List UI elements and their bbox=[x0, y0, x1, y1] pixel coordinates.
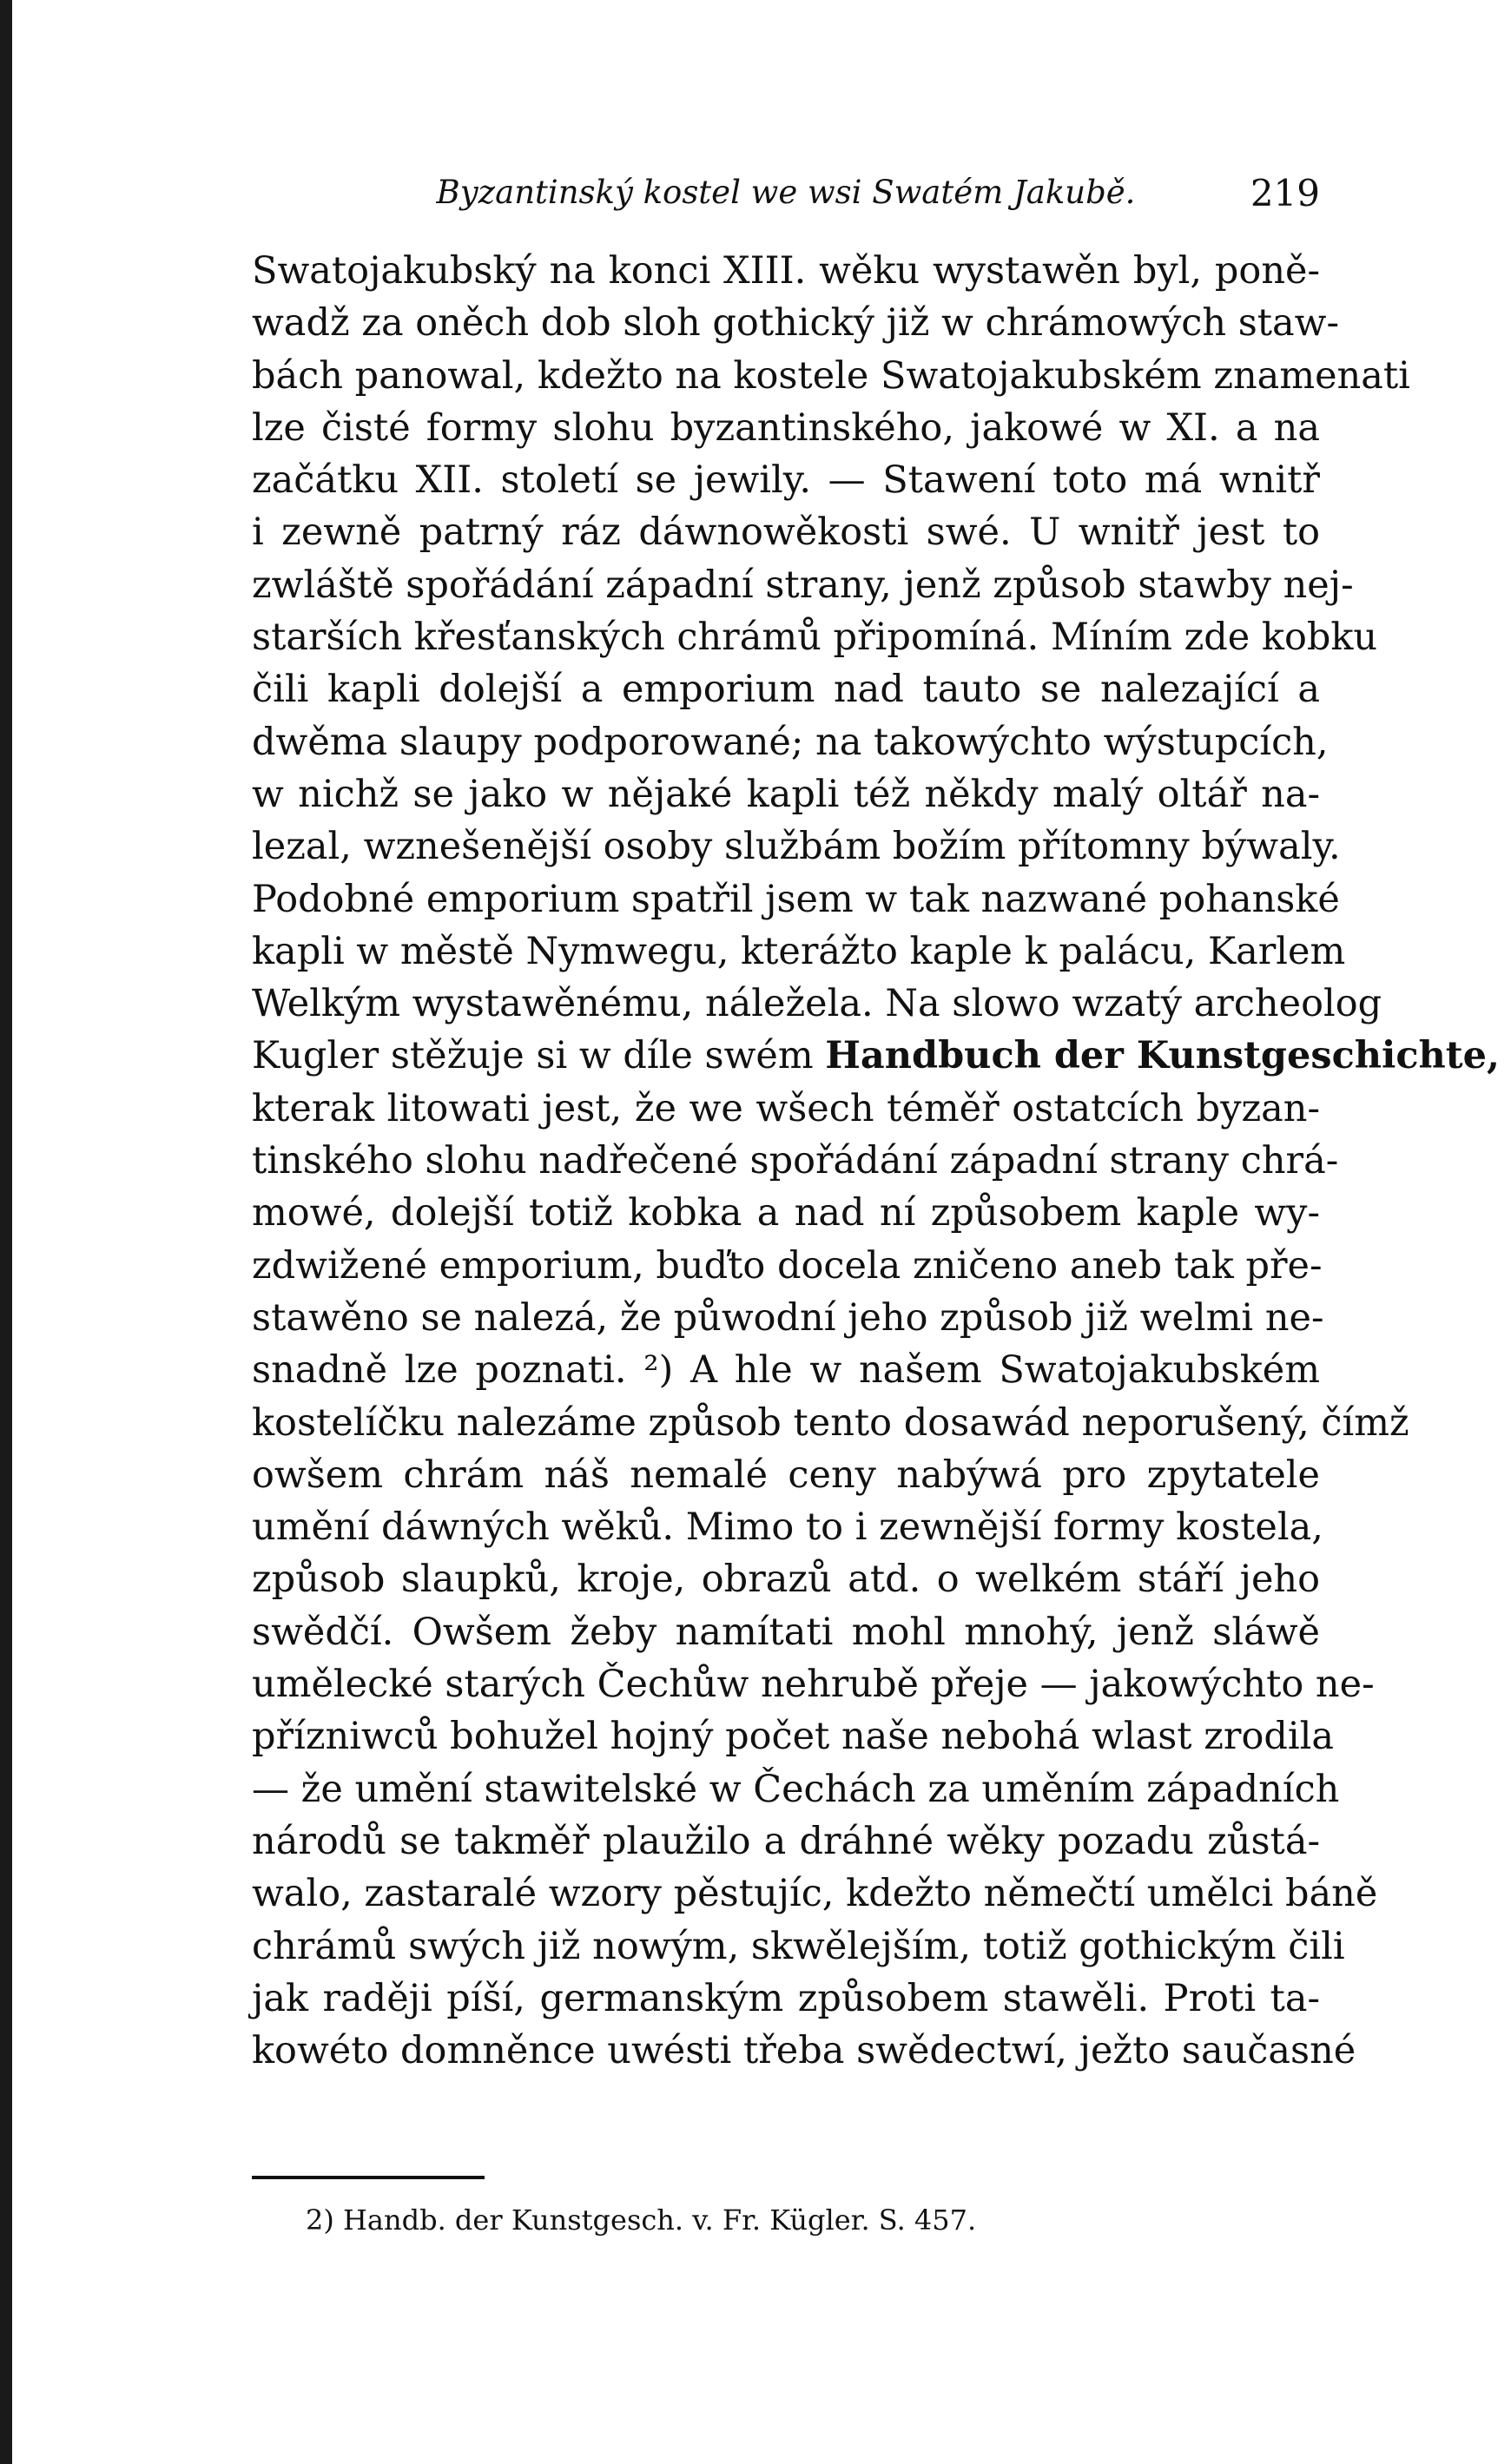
running-title: Byzantinský kostel we wsi Swatém Jakubě. bbox=[436, 174, 1136, 211]
body-text bbox=[252, 245, 1500, 2077]
fraktur-title: Handbuch der Kunstgeschichte, bbox=[825, 1034, 1500, 1078]
text-line: umělecké starých Čechůw nehrubě přeje — jakowýchto ne- bbox=[252, 1663, 1375, 1707]
text-line: mowé, dolejší totiž kobka a nad ní způsobem kaple wy- bbox=[252, 1191, 1320, 1235]
text-line: wadž za oněch dob sloh gothický již w chrámowých staw- bbox=[252, 301, 1340, 346]
text-line: způsob slaupků, kroje, obrazů atd. o welkém stáří jeho bbox=[252, 1558, 1320, 1602]
footnote: 2) Handb. der Kunstgesch. v. Fr. Kügler. S. 457. bbox=[306, 2204, 977, 2237]
text-line: národů se takměř plaužilo a dráhné wěky pozadu zůstá- bbox=[252, 1819, 1320, 1863]
text-line: bách panowal, kdežto na kostele Swatojakubském znamenati bbox=[252, 353, 1410, 398]
text-line: lezal, wznešenější osoby službám božím přítomny býwaly. bbox=[252, 825, 1341, 869]
book-page bbox=[252, 122, 1500, 2431]
text-line: kostelíčku nalezáme způsob tento dosawád neporušený, čímž bbox=[252, 1400, 1409, 1445]
text-line: tinského slohu nadřečené spořádání západní strany chrá- bbox=[252, 1139, 1339, 1183]
text-line: Swatojakubský na konci XIII. wěku wystawěn byl, poně- bbox=[252, 249, 1320, 293]
scan-edge bbox=[0, 0, 12, 2464]
text-line: chrámů swých již nowým, skwělejším, totiž gothickým čili bbox=[252, 1924, 1345, 1968]
text-line: kapli w městě Nymwegu, kterážto kaple k palácu, Karlem bbox=[252, 929, 1346, 973]
text-line: i zewně patrný ráz dáwnowěkosti swé. U wnitř jest to bbox=[252, 511, 1320, 555]
footnote-divider bbox=[252, 2176, 485, 2179]
text-line: zwláště spořádání západní strany, jenž způsob stawby nej- bbox=[252, 563, 1354, 607]
text-line: walo, zastaralé wzory pěstujíc, kdežto němečtí umělci báně bbox=[252, 1872, 1378, 1916]
line-text: Kugler stěžuje si w díle swém bbox=[252, 1034, 814, 1078]
text-line: kowéto domněnce uwésti třeba swědectwí, ježto saučasné bbox=[252, 2029, 1356, 2073]
text-line: Welkým wystawěnému, náležela. Na slowo wzatý archeolog bbox=[252, 982, 1382, 1026]
text-line: snadně lze poznati. ²) A hle w našem Swatojakubském bbox=[252, 1348, 1320, 1393]
text-line: začátku XII. století se jewily. — Stawení toto má wnitř bbox=[252, 458, 1320, 503]
running-head bbox=[252, 167, 1320, 219]
text-line: — že umění stawitelské w Čechách za uměním západních bbox=[252, 1767, 1340, 1811]
text-line: owšem chrám náš nemalé ceny nabýwá pro zpytatele bbox=[252, 1453, 1320, 1497]
text-line: stawěno se nalezá, že půwodní jeho způsob již welmi ne- bbox=[252, 1295, 1324, 1340]
text-line: swědčí. Owšem žeby namítati mohl mnohý, jenž sláwě bbox=[252, 1610, 1320, 1654]
text-line: kterak litowati jest, že we wšech téměř ostatcích byzan- bbox=[252, 1086, 1320, 1130]
text-line-mixed bbox=[252, 1030, 1500, 1082]
text-line: starších křesťanských chrámů připomíná. Míním zde kobku bbox=[252, 616, 1378, 660]
text-line: přízniwců bohužel hojný počet naše nebohá wlast zrodila bbox=[252, 1715, 1335, 1759]
text-line: zdwižené emporium, buďto docela zničeno aneb tak pře- bbox=[252, 1243, 1323, 1288]
text-line: jak raději píší, germanským způsobem stawěli. Proti ta- bbox=[252, 1976, 1320, 2020]
text-line: lze čisté formy slohu byzantinského, jakowé w XI. a na bbox=[252, 405, 1320, 450]
text-line: čili kapli dolejší a emporium nad tauto se nalezající a bbox=[252, 668, 1320, 712]
text-line: dwěma slaupy podporowané; na takowýchto wýstupcích, bbox=[252, 720, 1329, 764]
text-line: umění dáwných wěků. Mimo to i zewnější formy kostela, bbox=[252, 1505, 1323, 1550]
page-number: 219 bbox=[1250, 172, 1320, 214]
text-line: w nichž se jako w nějaké kapli též někdy malý oltář na- bbox=[252, 772, 1320, 816]
text-line: Podobné emporium spatřil jsem w tak nazwané pohanské bbox=[252, 877, 1340, 921]
